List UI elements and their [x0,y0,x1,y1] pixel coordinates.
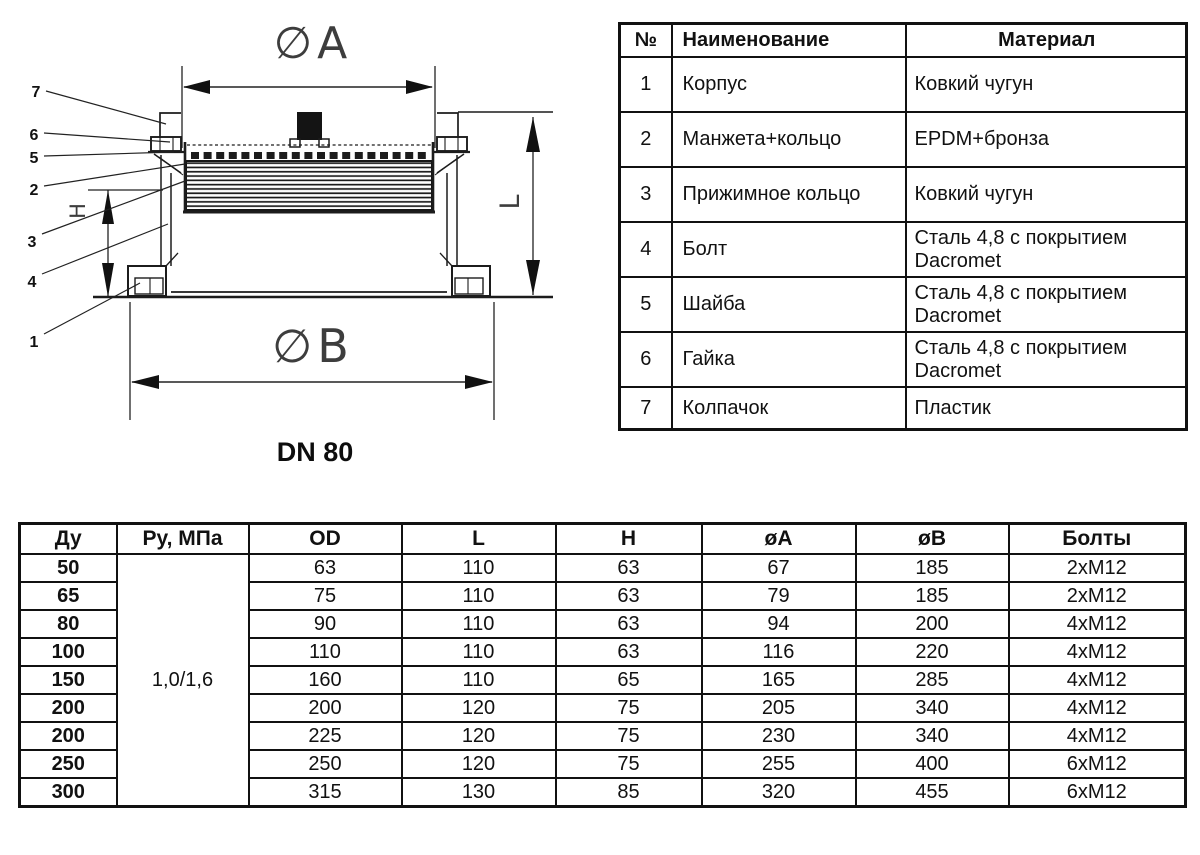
dim-du-cell: 200 [20,722,117,750]
dim-dia-b [130,302,494,420]
dim-h [66,190,163,297]
dim-bolts-cell: 4xM12 [1009,610,1186,638]
dim-du-cell: 50 [20,554,117,582]
coupling-body [93,112,553,297]
dim-l-cell: 110 [402,582,556,610]
dim-dia-a-cell: 205 [702,694,856,722]
parts-table-body [620,57,1187,430]
dim-h-cell: 63 [556,554,702,582]
dim-h-cell: 75 [556,750,702,778]
dim-dia-b-cell: 400 [856,750,1009,778]
dimensions-header-row [20,524,1186,555]
dims-header-dia-a: øA [702,524,856,555]
pressure-rating-cell: 1,0/1,6 [117,554,249,807]
part-number: 2 [620,112,672,167]
part-number: 4 [620,222,672,277]
parts-table-row [620,332,1187,387]
dim-dia-a-cell: 255 [702,750,856,778]
dim-l-cell: 110 [402,610,556,638]
dim-du-cell: 100 [20,638,117,666]
part-material: Ковкий чугун [906,167,1187,222]
dim-od-cell: 315 [249,778,402,807]
dim-od-cell: 75 [249,582,402,610]
dim-h-cell: 85 [556,778,702,807]
part-material: Сталь 4,8 с покрытием Dacromet [906,222,1187,277]
parts-materials-table [618,22,1188,431]
parts-table-row [620,222,1187,277]
dim-du-cell: 200 [20,694,117,722]
part-material: Пластик [906,387,1187,430]
dim-bolts-cell: 4xM12 [1009,694,1186,722]
left-bolt-lug [148,113,184,175]
dim-bolts-cell: 4xM12 [1009,666,1186,694]
dim-l-cell: 110 [402,666,556,694]
part-name: Гайка [672,332,906,387]
parts-table-row [620,277,1187,332]
arrowhead-right-icon [406,80,433,94]
callout-1: 1 [29,334,39,351]
parts-table-row [620,57,1187,112]
part-name: Колпачок [672,387,906,430]
part-number: 5 [620,277,672,332]
part-name: Шайба [672,277,906,332]
part-number: 3 [620,167,672,222]
dims-header-h: H [556,524,702,555]
parts-header-no: № [620,24,672,58]
part-material: Сталь 4,8 с покрытием Dacromet [906,332,1187,387]
dim-h-cell: 63 [556,582,702,610]
parts-table-row [620,387,1187,430]
dim-dia-a-cell: 116 [702,638,856,666]
dim-l-cell: 120 [402,750,556,778]
part-name: Манжета+кольцо [672,112,906,167]
dim-dia-a-cell: 79 [702,582,856,610]
dim-dia-a-cell: 67 [702,554,856,582]
arrowhead-left-icon [183,80,210,94]
dimensions-table-row [20,554,1186,582]
dim-bolts-cell: 6xM12 [1009,778,1186,807]
dim-dia-b-cell: 285 [856,666,1009,694]
arrowhead-up-icon [526,117,540,152]
cap [290,112,329,147]
dia-a-label: ∅A [273,18,353,69]
dim-bolts-cell: 4xM12 [1009,722,1186,750]
h-label: H [66,203,90,219]
dim-dia-a-cell: 165 [702,666,856,694]
part-number: 6 [620,332,672,387]
dim-bolts-cell: 2xM12 [1009,554,1186,582]
dim-h-cell: 65 [556,666,702,694]
drawing-caption: DN 80 [276,437,354,467]
dim-l-cell: 130 [402,778,556,807]
arrowhead-down-icon [102,263,114,297]
callout-4: 4 [27,274,37,291]
dim-dia-b-cell: 185 [856,554,1009,582]
dim-od-cell: 90 [249,610,402,638]
dim-h-cell: 63 [556,610,702,638]
dim-dia-b-cell: 340 [856,722,1009,750]
dim-od-cell: 225 [249,722,402,750]
arrowhead-up-icon [102,190,114,224]
dim-dia-b-cell: 200 [856,610,1009,638]
callout-numbers [28,84,41,351]
dim-h-cell: 63 [556,638,702,666]
arrowhead-right-icon [465,375,493,389]
l-label: L [495,194,526,210]
dim-l [495,117,540,295]
parts-table-row [620,167,1187,222]
part-material: EPDM+бронза [906,112,1187,167]
dim-dia-b-cell: 455 [856,778,1009,807]
dim-h-cell: 75 [556,694,702,722]
dimensions-table [18,522,1187,808]
dim-du-cell: 150 [20,666,117,694]
dim-l-cell: 110 [402,638,556,666]
dim-h-cell: 75 [556,722,702,750]
coupling-technical-drawing [0,0,600,480]
dim-l-cell: 120 [402,694,556,722]
part-name: Болт [672,222,906,277]
dim-l-cell: 110 [402,554,556,582]
dims-header-du: Ду [20,524,117,555]
dim-dia-b-cell: 220 [856,638,1009,666]
dim-du-cell: 250 [20,750,117,778]
part-material: Ковкий чугун [906,57,1187,112]
callout-5: 5 [29,150,39,167]
parts-table-row [620,112,1187,167]
dia-b-label: ∅B [272,319,354,373]
part-material: Сталь 4,8 с покрытием Dacromet [906,277,1187,332]
dim-od-cell: 63 [249,554,402,582]
dim-dia-b-cell: 340 [856,694,1009,722]
parts-header-material: Материал [906,24,1187,58]
parts-header-name: Наименование [672,24,906,58]
callout-7: 7 [31,84,41,101]
arrowhead-left-icon [131,375,159,389]
dim-od-cell: 200 [249,694,402,722]
arrowhead-down-icon [526,260,540,295]
callout-6: 6 [29,127,39,144]
dim-du-cell: 80 [20,610,117,638]
dim-dia-b-cell: 185 [856,582,1009,610]
dims-header-l: L [402,524,556,555]
dim-od-cell: 160 [249,666,402,694]
part-number: 1 [620,57,672,112]
dim-bolts-cell: 4xM12 [1009,638,1186,666]
part-name: Прижимное кольцо [672,167,906,222]
part-number: 7 [620,387,672,430]
dim-du-cell: 65 [20,582,117,610]
dim-bolts-cell: 6xM12 [1009,750,1186,778]
dim-dia-a-cell: 230 [702,722,856,750]
dims-header-py: Ру, МПа [117,524,249,555]
dim-dia-a-cell: 320 [702,778,856,807]
callout-3: 3 [27,234,37,251]
dims-header-dia-b: øB [856,524,1009,555]
callout-2: 2 [29,182,39,199]
dim-bolts-cell: 2xM12 [1009,582,1186,610]
dimensions-table-body [20,554,1186,807]
parts-header-row [620,24,1187,58]
dims-header-bolts: Болты [1009,524,1186,555]
dims-header-od: OD [249,524,402,555]
right-bolt-lug [434,113,470,175]
ribbed-band [186,161,432,210]
dim-l-cell: 120 [402,722,556,750]
dim-dia-a-cell: 94 [702,610,856,638]
part-name: Корпус [672,57,906,112]
dim-od-cell: 110 [249,638,402,666]
dim-du-cell: 300 [20,778,117,807]
dim-od-cell: 250 [249,750,402,778]
